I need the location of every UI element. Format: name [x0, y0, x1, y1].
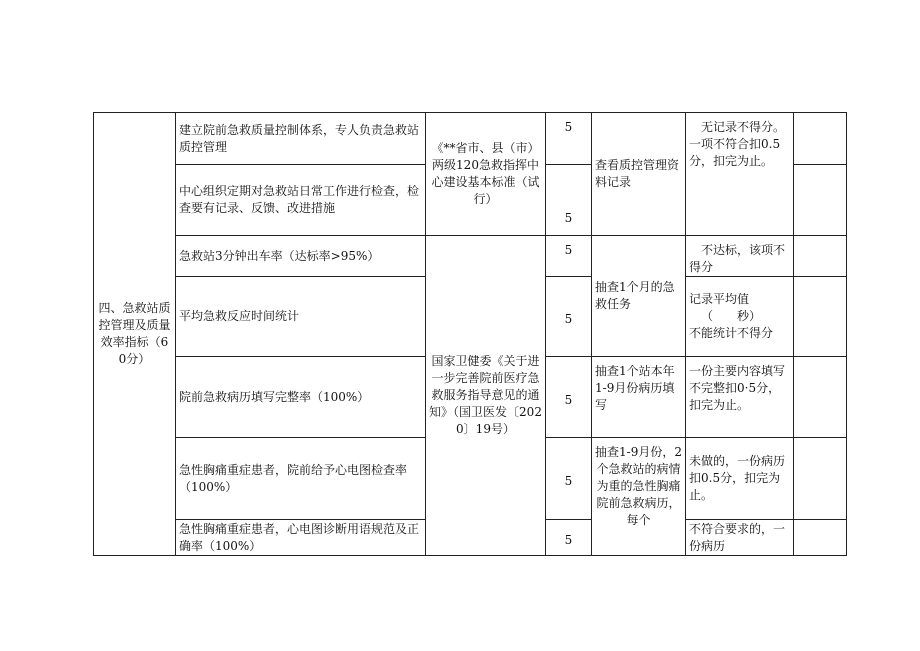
item-cell: 中心组织定期对急救站日常工作进行检查，检查要有记录、反馈、改进措施 — [176, 165, 426, 236]
blank-cell — [794, 357, 847, 438]
criteria-cell — [686, 277, 794, 357]
criteria-line: 一项不符合扣0.5分，扣完为止。 — [689, 137, 781, 168]
category-cell: 四、急救站质控管理及质量效率指标（60分） — [94, 113, 176, 556]
method-cell: 查看质控管理资料记录 — [592, 113, 686, 236]
blank-cell — [794, 520, 847, 556]
blank-cell — [794, 165, 847, 236]
blank-cell — [794, 438, 847, 520]
method-cell: 抽查1-9月份，2个急救站的病情为重的急性胸痛院前急救病历，每个 — [592, 438, 686, 556]
criteria-line: （ 秒） — [701, 309, 762, 323]
criteria-cell: 未做的，一份病历扣0.5分，扣完为止。 — [686, 438, 794, 520]
score-cell: 5 — [546, 236, 592, 277]
method-cell: 抽查1个月的急救任务 — [592, 236, 686, 357]
criteria-line: 不达标，该项不 — [701, 243, 786, 257]
method-cell: 抽查1个站本年1-9月份病历填写 — [592, 357, 686, 438]
score-cell: 5 — [546, 165, 592, 236]
item-cell: 平均急救反应时间统计 — [176, 277, 426, 357]
item-cell: 急性胸痛重症患者，院前给予心电图检查率（100%） — [176, 438, 426, 520]
criteria-line: 记录平均值 — [689, 292, 750, 306]
score-cell: 5 — [546, 438, 592, 520]
criteria-cell: 一份主要内容填写不完整扣0·5分，扣完为止。 — [686, 357, 794, 438]
item-cell: 建立院前急救质量控制体系，专人负责急救站质控管理 — [176, 113, 426, 165]
criteria-line: 无记录不得分。 — [701, 120, 786, 134]
score-cell: 5 — [546, 277, 592, 357]
criteria-cell — [686, 236, 794, 277]
item-cell: 急性胸痛重症患者，心电图诊断用语规范及正确率（100%） — [176, 520, 426, 556]
blank-cell — [794, 113, 847, 165]
score-cell: 5 — [546, 113, 592, 165]
item-cell: 院前急救病历填写完整率（100%） — [176, 357, 426, 438]
criteria-cell — [686, 113, 794, 236]
blank-cell — [794, 236, 847, 277]
score-cell: 5 — [546, 520, 592, 556]
criteria-line: 不能统计不得分 — [689, 326, 774, 340]
criteria-cell: 不符合要求的，一份病历 — [686, 520, 794, 556]
item-cell: 急救站3分钟出车率（达标率>95%） — [176, 236, 426, 277]
quality-standard-table — [93, 112, 847, 556]
source-cell: 国家卫健委《关于进一步完善院前医疗急救服务指导意见的通知》（国卫医发〔2020〕19号） — [426, 236, 546, 556]
blank-cell — [794, 277, 847, 357]
criteria-line: 得分 — [689, 260, 714, 274]
source-cell: 《**省市、县（市）两级120急救指挥中心建设基本标准（试行） — [426, 113, 546, 236]
score-cell: 5 — [546, 357, 592, 438]
